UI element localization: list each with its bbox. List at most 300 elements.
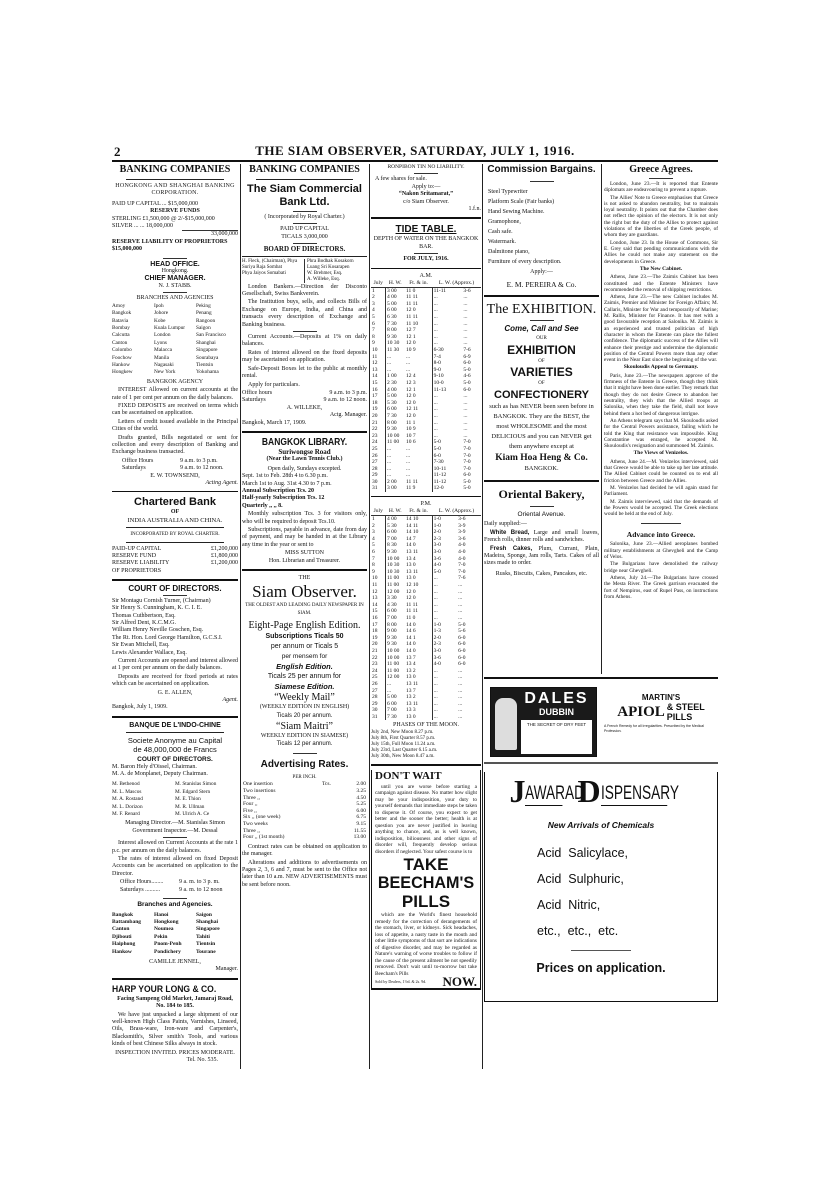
hours-label: Office hours [242,389,273,396]
tide-cell: 23 [371,661,386,668]
beecham-headline: DON'T WAIT [375,769,442,782]
paragraph: Alterations and additions to advertisements on Pages 2, 3, 6 and 7, must be sent to the Office not later than 10 a.m. NEW ADVERTISEMENTS must be sent before noon. [242,859,367,888]
tide-cell: 1-0 [433,516,441,523]
library-hours: March 1st to Aug. 31st 4.30 to 7 p.m. [242,480,332,487]
tide-cell: 5 [371,542,386,549]
tide-header-cell: L. W. (Approx.) [432,508,481,515]
tide-cell: 17 [371,622,386,629]
tide-cell: 14 7 [405,536,432,543]
tide-cell: 8 [371,562,386,569]
tide-cell: 6-0 [458,641,466,648]
tide-row [371,466,481,473]
tide-row [371,485,481,492]
tide-cell: 23 [371,433,386,440]
tide-cell: 13 11 [405,681,432,688]
martins-small: A French Remedy for all Irregularities. Prescribed by the Medical Profession. [604,724,704,733]
exhibition-title: The EXHIBITION. [486,302,597,318]
rate-label: Four ,, (1st month) [243,834,285,841]
list-cell: Hongkong [154,918,179,925]
tide-cell: 3-6 [433,654,441,661]
tide-cell: 30 [371,707,386,714]
commission-company: E. M. PEREIRA & Co. [506,280,577,290]
directors-label: COURT OF DIRECTORS. [128,584,222,594]
list-cell: Penang [196,310,212,317]
library-half: Half-yearly Subscription Tcs. 12 [242,495,325,502]
tide-cell: 16 [371,387,386,394]
hsbc-liability: RESERVE LIABILITY OF PROPRIETORS $15,000,000 [112,238,228,253]
tide-cell: 9 30 [387,634,397,641]
tide-cell: 8-0 [433,360,441,367]
paragraph: The Institution buys, sells, and collects Bills of Exchange on Europe, India, and China and transacts every description of Exchange and Banking business. [242,299,367,328]
paragraph: Apply for particulars. [248,381,300,388]
tide-cell: 14 0 [405,622,432,629]
tide-cell: 6 00 [387,406,397,413]
observer-weekly-sub: (WEEKLY EDITION IN ENGLISH) [259,704,350,711]
board-right [305,259,367,283]
moon-phase: July 2nd, New Moon 8.27 p.m. [371,729,434,735]
column-divider [482,164,483,1069]
list-row [112,926,238,933]
tide-cell: 1 00 [387,373,397,380]
tide-cell: 14 0 [405,641,432,648]
director: Thomas Cuthbertson, Esq. [112,612,176,619]
tide-cell: 13 7 [405,655,432,662]
observer-maitri-price: Ticals 12 per annum. [276,741,333,748]
tide-header-cell: H. W. [386,508,406,515]
tide-cell: 6 00 [387,700,397,707]
paragraph: Subscriptions, payable in advance, date from day of payment, and may be handed in at the Library any time in the year or sent to [242,527,367,548]
paragraph: Athens, June 24.—M. Venizelos interviewed, said that Greece would be able to take up her late attitude. The Allied Cabinet could be counted on to end all friction between Greece and the Allies. [604,458,718,484]
director: Sir Ewan Mitchell, Esq. [112,642,170,649]
beecham-brand: BEECHAM'S [377,873,475,893]
tide-cell: 13 [371,367,386,374]
tide-cell: 12 11 [405,406,432,413]
tide-cell: 24 [371,439,386,446]
tide-cell: 22 [371,655,386,662]
tide-cell: 5-0 [463,379,471,386]
tide-cell: 7-0 [463,439,471,446]
jawarad-j: J [509,773,526,809]
tide-cell: 18 [371,628,386,635]
tide-cell: 12 0 [405,589,432,596]
tide-cell: 15 [371,380,386,387]
tide-cell: 5 00 [387,393,397,400]
list-cell: Tahiti [196,933,210,940]
tide-row [371,387,481,394]
tide-cell: 4-0 [458,549,466,556]
list-cell: Hankow [112,948,132,955]
tide-cell: ... [458,588,463,595]
tide-cell: 3-0 [433,542,441,549]
tide-cell: 2-3 [433,535,441,542]
tide-row [371,641,481,648]
paragraph: Athens, July 24.—The Bulgarians have crossed the Mesta River. The Greek garrison evacuated the fort of Nempiros, east of Rupel Pass, on instructions from Athens. [604,574,718,600]
tide-sub: DEPTH OF WATER ON THE BANGKOK BAR. [373,236,479,250]
exhibition-our: OUR [536,336,547,342]
tide-cell: ... [433,680,438,687]
date: Bangkok, March 17, 1909. [242,419,307,426]
tide-cell: ... [433,687,438,694]
list-cell: Foochow [112,354,132,361]
divider [484,762,718,764]
tide-cell: 20 [371,413,386,420]
tide-cell: 19 [371,635,386,642]
tide-cell: ... [433,412,438,419]
tide-cell: 8 00 [387,419,397,426]
tide-cell: ... [458,707,463,714]
tide-title: TIDE TABLE. [395,224,457,236]
tide-row [371,354,481,361]
dales-dubbin-ad [490,687,597,757]
tide-cell: 6-9 [463,353,471,360]
tide-cell: 8 30 [387,542,397,549]
list-row [112,355,238,362]
tide-cell: 10 00 [387,654,400,661]
newspaper-title: THE SIAM OBSERVER, SATURDAY, JULY 1, 1916. [255,143,575,158]
jawarad-items [491,840,711,944]
tide-cell: 3 [371,301,386,308]
tide-cell: ... [433,582,438,588]
tide-cell: 28 [371,694,386,701]
jawarad-subtitle: New Arrivals of Chemicals [547,820,655,830]
tide-row [371,334,481,341]
list-cell: Shanghai [196,918,219,925]
tide-row [371,707,481,714]
tide-cell: 7-0 [463,459,471,466]
tide-cell: 13 11 [405,701,432,708]
tide-cell: ... [433,608,438,615]
tide-cell: 5 30 [387,522,397,529]
beecham-take: TAKE [403,855,449,875]
tide-header-cell: L. W. (Approx.) [432,280,481,287]
tide-cell: 25 [371,446,386,453]
ronpibon-line: 1.f.n. [468,206,481,213]
bakery-cakes-label: Fresh Cakes, [490,545,533,552]
list-row [112,796,238,803]
scb-capital: TICALS 3,000,000 [281,233,328,240]
list-cell: Calcutta [112,332,130,339]
moon-phase: July 23rd, Last Quarter 6.15 a.m. [371,747,438,753]
jawarad-footer: Prices on application. [536,961,666,975]
exhibition-company: Kiam Hoa Heng & Co. [495,452,588,463]
list-row [112,919,238,926]
tide-cell: 5-0 [433,568,441,575]
branches-label: BRANCHES AND AGENCIES [136,295,214,302]
paragraph: which are the World's finest household remedy for the correction of derangements of the stomach, liver, or kidneys. Sick headaches, loss of appetite, a nasty taste in the mouth and other little symptoms of that sort are indications of digestive disorder, and may be regarded as Nature's warning of worse troubles to follow if the cause of the present ailment be not speedily removed. Don't wait until to-morrow but take Beecham's Pills [375,912,477,977]
rate-value: 3.25 [356,788,366,795]
tide-cell: 4 00 [387,516,397,523]
signature-title: Agent. [222,696,238,703]
tide-cell: 13 11 [405,549,432,556]
column-tide [371,164,481,1069]
rates-per-inch: PER INCH. [292,775,317,781]
list-row [112,332,238,339]
tide-cell: 13 4 [405,661,432,668]
capital-value: £1,200,000 [211,560,238,567]
column-bargains [484,164,599,674]
tide-cell: 6 00 [387,529,397,536]
tide-cell: 14 0 [405,648,432,655]
tide-row [371,321,481,328]
tide-cell: ... [433,393,438,400]
tide-cell: ... [433,419,438,426]
tide-cell: 11-12 [433,478,447,485]
tide-cell: 7-6 [458,575,466,582]
hours-value: 9 a.m. to 12 noon. [180,465,224,472]
tide-cell: ... [433,667,438,674]
board-member: Phya Jaiyos Somabati [242,270,286,276]
scb-capital-label: PAID UP CAPITAL [280,226,329,233]
signature: MISS SUTTON [284,550,325,557]
tide-row [371,608,481,615]
exhibition-word: EXHIBITION [507,342,576,357]
ronpibon-line: Apply to:— [411,183,441,190]
tide-cell: 11 00 [387,439,400,446]
exhibition-of: OF [538,381,545,387]
tide-cell: 10 00 [387,432,400,439]
tide-row [371,701,481,708]
tide-header [371,280,481,287]
hours-label: Saturdays [242,397,266,404]
tide-cell: ... [433,399,438,406]
tide-cell: 13 2 [405,694,432,701]
tide-cell: 11 [371,582,386,589]
tide-cell: 30 [371,479,386,486]
list-cell: M. L. Mascos [112,788,142,795]
tide-cell: ... [433,713,438,720]
tide-cell: 7 [371,327,386,334]
tide-row [371,661,481,668]
tide-cell: 9 00 [387,628,397,635]
rate-value: 2.00 [356,781,366,788]
paragraph: Salonika, June 23.—Allied aeroplanes bombed military establishments at Ghevgheli and the Camp of Velos. [604,541,718,561]
board-member: Phra Bodhak Kosakorn [307,258,354,264]
paragraph: M. Zaimis interviewed, said that the demands of the Powers would be accepted. The Greek elections would be held at the end of July. [604,498,718,518]
tide-row [371,393,481,400]
rate-value: 5.25 [356,801,366,808]
tide-cell: 11 00 [387,582,400,588]
chairman: M. Baron Hely d'Oissel, Chairman. [112,763,197,770]
tide-cell: 6 [371,549,386,556]
rate-row [242,801,367,808]
tide-cell: 6-0 [458,634,466,641]
tide-cell: 12 0 [405,307,432,314]
tide-cell: 3 [371,529,386,536]
paragraph: The Allies' Note to Greece emphasises that Greece is not asked to abandon neutrality, but to maintain loyal neutrality. It points out that the Chamber does not reflect the opinion of the electors. It is not only the right but the duty of the Allies to protect against violations of the liberties of the Greek people, of whom they are guardians. [604,194,718,239]
column-header: BANKING COMPANIES [249,164,360,175]
tide-cell: 2-3 [433,641,441,648]
tide-cell: 10 7 [405,433,432,440]
hsbc-silver: SILVER ... ... 18,000,000 [112,223,173,230]
exhibition-tagline: Come, Call and See [504,324,579,334]
chartered-directors-list [112,598,238,657]
tide-cell: ... [387,366,392,373]
chemical-item: Acid Sulphuric, [537,872,624,886]
observer-maitri-sub: WEEKLY EDITION IN SIAMESE) [260,732,349,739]
tide-cell: ... [463,426,468,433]
list-cell: London [154,332,171,339]
library-name: BANGKOK LIBRARY. [261,436,348,448]
rate-label: Two insertions [243,788,276,795]
list-cell: Battambang [112,918,142,925]
tide-cell: 11 00 [387,575,400,582]
news-title: Advance into Greece. [626,530,696,540]
ronpibon-line: A few shares for sale. [375,176,427,183]
director: Sir Alfred Dent, K.C.M.G. [112,619,176,626]
tide-row [371,406,481,413]
tide-cell: 12 3 [405,380,432,387]
tide-cell: ... [463,399,468,406]
branches-label: Branches and Agencies. [137,901,213,909]
tide-cell: 11 11 [405,301,432,308]
hours-label: Saturdays .......... [120,886,161,893]
tide-cell: 9 30 [387,641,397,648]
list-cell: Pnom-Penh [154,941,182,948]
list-cell: M. Edgard Stern [175,788,211,795]
paragraph: M. Venizelos had decided he will again stand for Parliament. [604,484,718,498]
rates-table [242,781,367,840]
tide-cell: 6 00 [387,307,397,314]
tide-cell: 11 11 [405,602,432,609]
tide-cell: ... [387,445,392,452]
list-cell: Batavia [112,317,129,324]
rate-row [242,834,367,841]
tide-cell: 12 [371,589,386,596]
paragraph: The Bulgarians have demolished the railway bridge near Ghevgheli. [604,561,718,574]
column-divider [240,164,241,1069]
list-cell: M. L. Dorizon [112,803,143,810]
indochine-line: de 48,000,000 de Francs [133,745,217,755]
tide-cell: 3-0 [433,549,441,556]
tide-cell: 7-6 [463,347,471,353]
tide-row [371,589,481,596]
tide-cell: 14 11 [405,523,432,530]
tide-cell: 19 [371,406,386,413]
tide-cell: ... [463,406,468,413]
tide-cell: ... [458,608,463,615]
tide-cell: 11 00 [387,661,400,668]
jawarad-awarad: AWARAD [525,783,585,804]
observer-tagline: THE OLDEST AND LEADING DAILY NEWSPAPER IN SIAM. [245,603,364,616]
tide-cell: 6 30 [387,314,397,321]
tide-cell: 6-30 [433,347,444,353]
tide-cell: 11 1 [405,420,432,427]
tide-cell: 9 30 [387,549,397,556]
rate-unit [321,828,341,835]
observer-line: Subscriptions Ticals 50 [265,633,344,641]
tide-cell: 5-6 [458,628,466,635]
director: Sir Henry S. Cunningham, K. C. I. E. [112,605,202,612]
list-cell: Bombay [112,324,130,331]
signature-title: Hon. Librarian and Treasurer. [268,557,341,564]
head-office: Hongkong. [161,268,189,275]
tide-row [371,314,481,321]
signature: CAMILLE JENNEL, [149,958,201,965]
tide-cell: 10 30 [387,562,400,569]
list-cell: Hankow [112,361,130,368]
tide-cell: 6-0 [458,647,466,654]
tide-row [371,446,481,453]
tide-cell: 4 [371,307,386,314]
tide-cell: 10 6 [405,439,432,446]
paragraph: Athens, June 23.—The new Cabinet includes M. Zaimis, Premier and Minister for Foreign Affairs; M. Callaris, Minister for War and temporarily of Marine; M. Rallis, Minister for Finance. It has met with a good favourable reception at Salonika. M. Zaimis is an experienced and trusted politician of high character in whom the Entente can place the fullest confidence. The diplomatic success of the Allies will enhance their prestige and undermine the diplomatic position of the Central Powers more than any other event in the Near East since the beginning of the war. [604,294,718,364]
tide-cell: ... [433,327,438,334]
tide-cell: 26 [371,453,386,460]
signature: A. WILLEKE, [286,404,323,411]
board-member: Luang Sri Kosarapen [307,264,350,270]
tide-cell: 26 [371,681,386,688]
indochine-members [112,781,238,818]
tide-row [371,648,481,655]
tide-cell: 2-0 [433,634,441,641]
list-cell: Colombo [112,347,132,354]
tide-cell: ... [405,367,432,374]
rate-unit [321,795,341,802]
tide-cell: 20 [371,641,386,648]
dales-tag: THE SECRET OF DRY FEET [521,720,592,754]
tide-cell: 12 00 [387,588,400,595]
observer-maitri: “Siam Maitri” [276,720,333,732]
tide-cell: 18 [371,400,386,407]
martins-apiol: APIOL [617,703,665,720]
tide-row [371,628,481,635]
tide-cell: ... [387,472,392,479]
tide-row [371,360,481,367]
tide-cell: 1 [371,516,386,523]
figure-illustration [495,698,517,750]
tide-cell: 7 00 [387,535,397,542]
martins-top: MARTIN'S [641,693,681,702]
list-row [112,318,238,325]
tide-cell: ... [458,700,463,707]
tide-cell: ... [405,360,432,367]
paragraph: until you are worse before starting a campaign against disease. No matter how slight may be your indisposition, your duty to yourself demands that immediate steps be taken to disperse it. Of course, you expect to get better and the sooner the better; health is at question you are never justified in leaving anything to chance, and, as is well known, indisposition, biliousness and other signs of disorder will, frequently develop serious disorders if neglected. Your safest course is to [375,783,477,855]
tide-row [371,542,481,549]
tide-cell: 3-9 [458,529,466,536]
observer-the: THE [298,575,311,582]
tide-cell: 9 [371,340,386,347]
tide-cell: ... [433,294,438,301]
list-cell: M. E. Thion [175,796,201,803]
tide-cell: 5-0 [463,366,471,373]
chief-manager-label: CHIEF MANAGER. [144,275,206,283]
tide-row [371,655,481,662]
paragraph: The rates of interest allowed on fixed Deposit Accounts can be ascertained on application to the Director. [112,856,238,877]
bakery-cakes: Plum, Currant, Plain, Madeira, Sponge, Jam rolls, Tarts. Cakes of all sizes made to order. [484,545,599,567]
tide-cell: ... [463,412,468,419]
observer-siamese: Siamese Edition. [274,682,335,692]
tide-cell: ... [458,614,463,621]
beecham-now: NOW. [442,974,477,990]
martins-pills: PILLS [666,712,693,722]
tide-row [371,595,481,602]
tide-row [371,307,481,314]
paragraph: Rates of interest allowed on the fixed deposits may be ascertained on application. [242,349,367,364]
tide-cell: 11 [371,354,386,361]
hours-value: 9 a.m. to 12 noon. [323,397,367,404]
tide-cell: 5 30 [387,399,397,406]
tide-cell: 10 [371,347,386,354]
tide-cell: 6-0 [458,661,466,668]
list-cell: Tourane [196,948,216,955]
tide-row [371,622,481,629]
harp-tel: Tel. No. 535. [186,1057,218,1063]
tide-cell: ... [463,419,468,426]
tide-row [371,523,481,530]
tide-cell: ... [463,300,468,307]
dales-title: DALES [524,690,589,707]
tide-cell: 14 1 [405,635,432,642]
